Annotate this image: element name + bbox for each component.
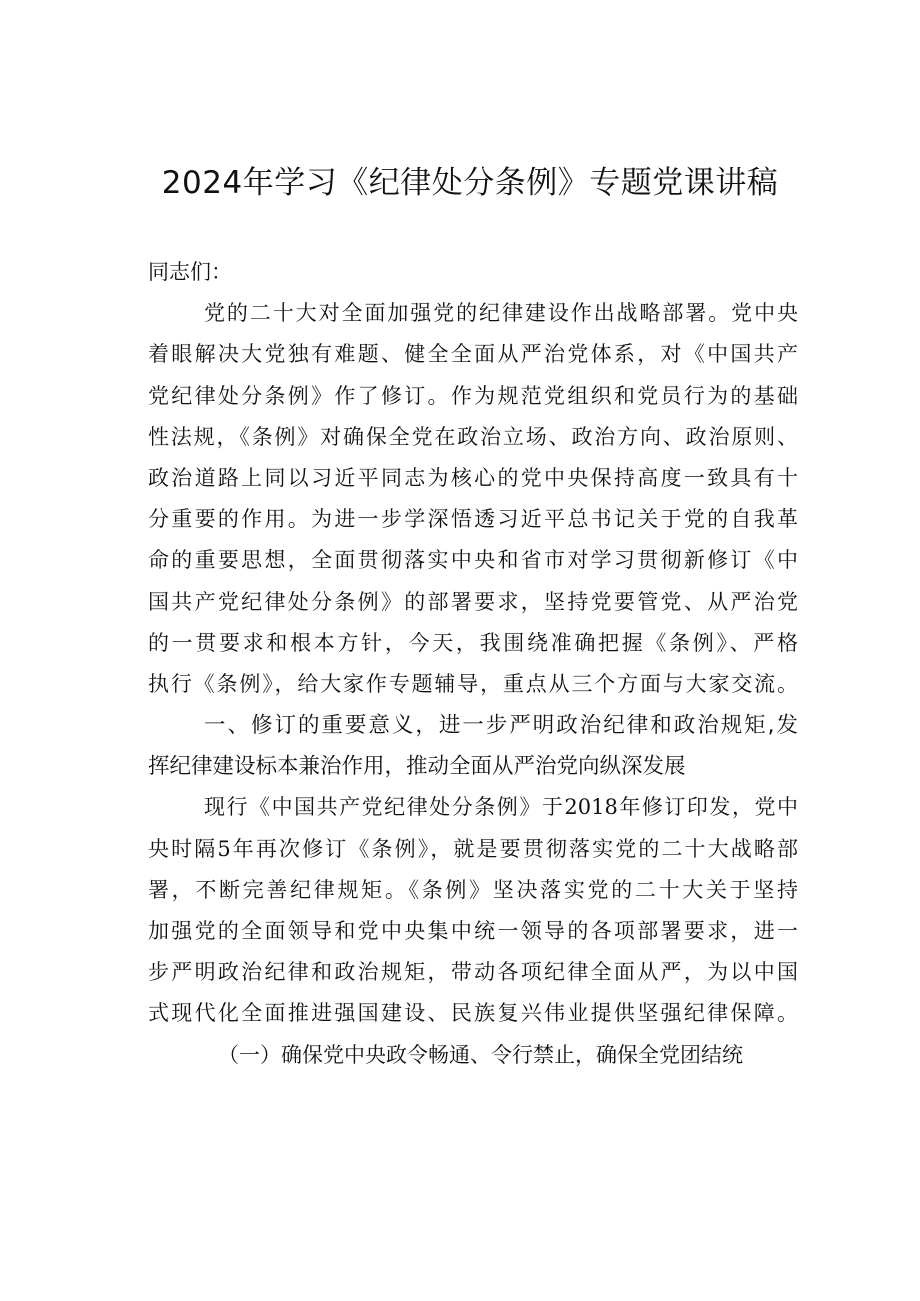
paragraph-line: 政治道路上同以习近平同志为核心的党中央保持高度一致具有十: [148, 465, 798, 490]
paragraph-line: 党的二十大对全面加强党的纪律建设作出战略部署。党中央: [204, 301, 798, 326]
paragraph-line: 现行《中国共产党纪律处分条例》于2018年修订印发，党中: [204, 795, 798, 820]
paragraph-line: 央时隔5年再次修订《条例》，就是要贯彻落实党的二十大战略部: [148, 836, 798, 861]
paragraph-line: 式现代化全面推进强国建设、民族复兴伟业提供坚强纪律保障。: [148, 1001, 798, 1026]
paragraph-line: 的一贯要求和根本方针，今天，我围绕准确把握《条例》、严格: [148, 630, 798, 655]
paragraph-line: 党纪律处分条例》作了修订。作为规范党组织和党员行为的基础: [148, 383, 798, 408]
heading-line: 一、修订的重要意义，进一步严明政治纪律和政治规矩,发: [204, 713, 798, 739]
section-one-heading: [148, 705, 798, 787]
paragraph-line: 加强党的全面领导和党中央集中统一领导的各项部署要求，进一: [148, 919, 798, 944]
paragraph-line: 性法规，《条例》对确保全党在政治立场、政治方向、政治原则、: [148, 424, 798, 449]
document-title: 2024年学习《纪律处分条例》专题党课讲稿: [161, 165, 779, 201]
paragraph-line: 执行《条例》，给大家作专题辅导，重点从三个方面与大家交流。: [148, 671, 798, 696]
paragraph-line: 步严明政治纪律和政治规矩，带动各项纪律全面从严，为以中国: [148, 960, 798, 985]
sub-heading-line: （一）确保党中央政令畅通、令行禁止，确保全党团结统: [218, 1042, 743, 1067]
paragraph-line: 分重要的作用。为进一步学深悟透习近平总书记关于党的自我革: [148, 507, 798, 532]
salutation: 同志们：: [148, 260, 232, 284]
paragraph-line: 国共产党纪律处分条例》的部署要求，坚持党要管党、从严治党: [148, 589, 798, 614]
section-one-paragraph: [148, 787, 798, 1034]
document-body: [148, 252, 798, 1076]
heading-line: 挥纪律建设标本兼治作用，推动全面从严治党向纵深发展: [148, 754, 686, 780]
paragraph-line: 命的重要思想，全面贯彻落实中央和省市对学习贯彻新修订《中: [148, 548, 798, 573]
intro-paragraph: [148, 293, 798, 705]
paragraph-line: 署，不断完善纪律规矩。《条例》坚决落实党的二十大关于坚持: [148, 877, 798, 902]
paragraph-line: 着眼解决大党独有难题、健全全面从严治党体系，对《中国共产: [148, 342, 798, 367]
sub-heading-one: [148, 1035, 798, 1076]
